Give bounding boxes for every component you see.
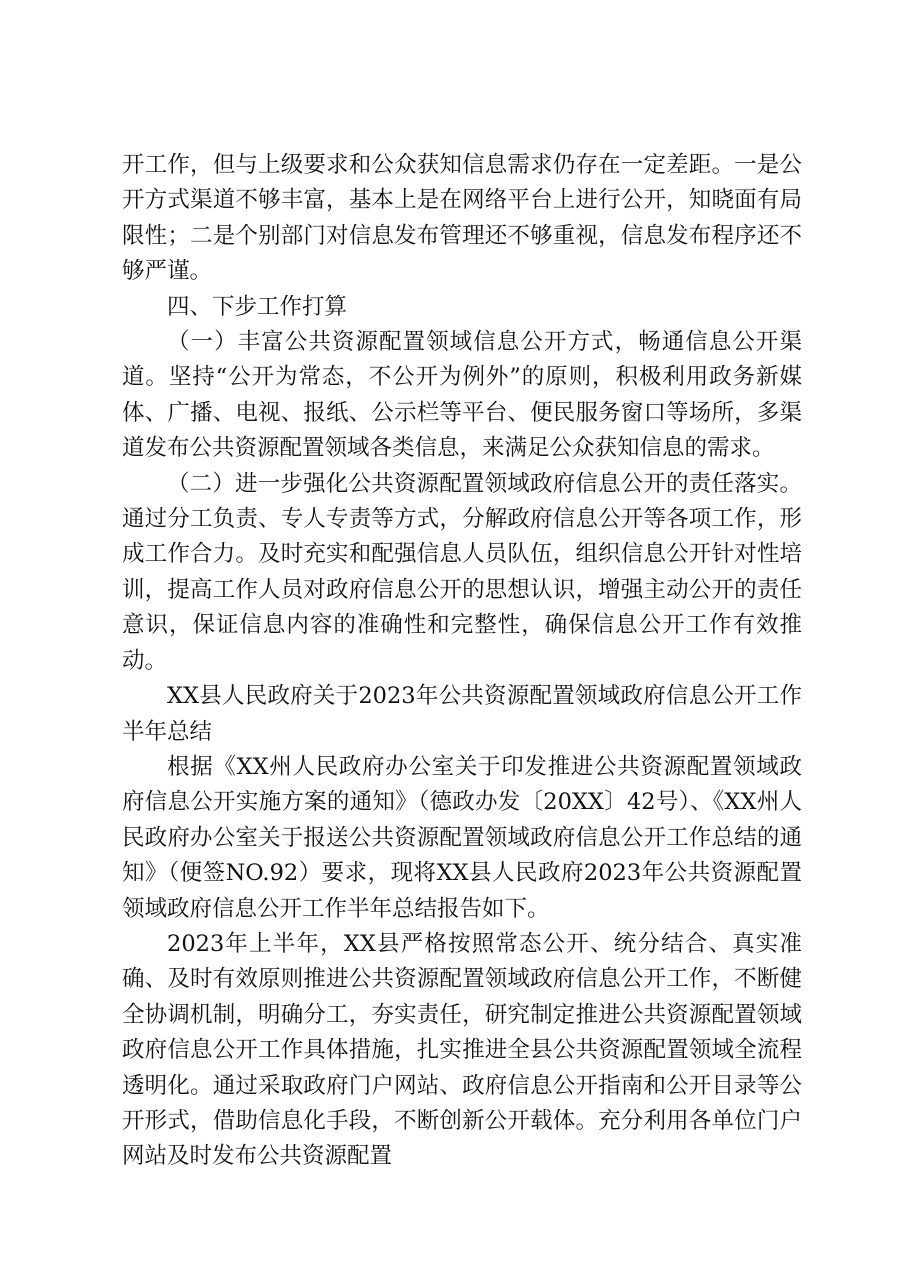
section-heading-next-steps: 四、下步工作打算 [167,293,348,320]
paragraph-plan-one: （一）丰富公共资源配置领域信息公开方式，畅通信息公开渠道。坚持“公开为常态，不公开为例外”的原则，积极利用政务新媒体、广播、电视、报纸、公示栏等平台、便民服务窗口等场所，多渠道发布公共资源配置领域各类信息，来满足公众获知信息的需求。 [122,329,802,462]
paragraph-plan-two: （二）进一步强化公共资源配置领域政府信息公开的责任落实。通过分工负责、专人专责等方式，分解政府信息公开等各项工作，形成工作合力。及时充实和配强信息人员队伍，组织信息公开针对性培训，提高工作人员对政府信息公开的思想认识，增强主动公开的责任意识，保证信息内容的准确性和完整性，确保信息公开工作有效推动。 [122,470,802,674]
paragraph-gap-summary: 开工作，但与上级要求和公众获知信息需求仍存在一定差距。一是公开方式渠道不够丰富，基本上是在网络平台上进行公开，知晓面有局限性；二是个别部门对信息发布管理还不够重视，信息发布程序还不够严谨。 [122,152,802,285]
paragraph-first-half-summary: 2023年上半年，XX县严格按照常态公开、统分结合、真实准确、及时有效原则推进公共资源配置领域政府信息公开工作，不断健全协调机制，明确分工，夯实责任，研究制定推进公共资源配置领域政府信息公开工作具体措施，扎实推进全县公共资源配置领域全流程透明化。通过采取政府门户网站、政府信息公开指南和公开目录等公开形式，借助信息化手段，不断创新公开载体。充分利用各单位门户网站及时发布公共资源配置 [122,930,802,1170]
document-title: XX县人民政府关于2023年公共资源配置领域政府信息公开工作半年总结 [122,683,802,745]
paragraph-basis: 根据《XX州人民政府办公室关于印发推进公共资源配置领域政府信息公开实施方案的通知》（德政办发〔20XX〕42号）、《XX州人民政府办公室关于报送公共资源配置领域政府信息公开工作总结的通知》（便签NO.92）要求，现将XX县人民政府2023年公共资源配置领域政府信息公开工作半年总结报告如下。 [122,753,802,922]
document-body [122,148,802,1175]
